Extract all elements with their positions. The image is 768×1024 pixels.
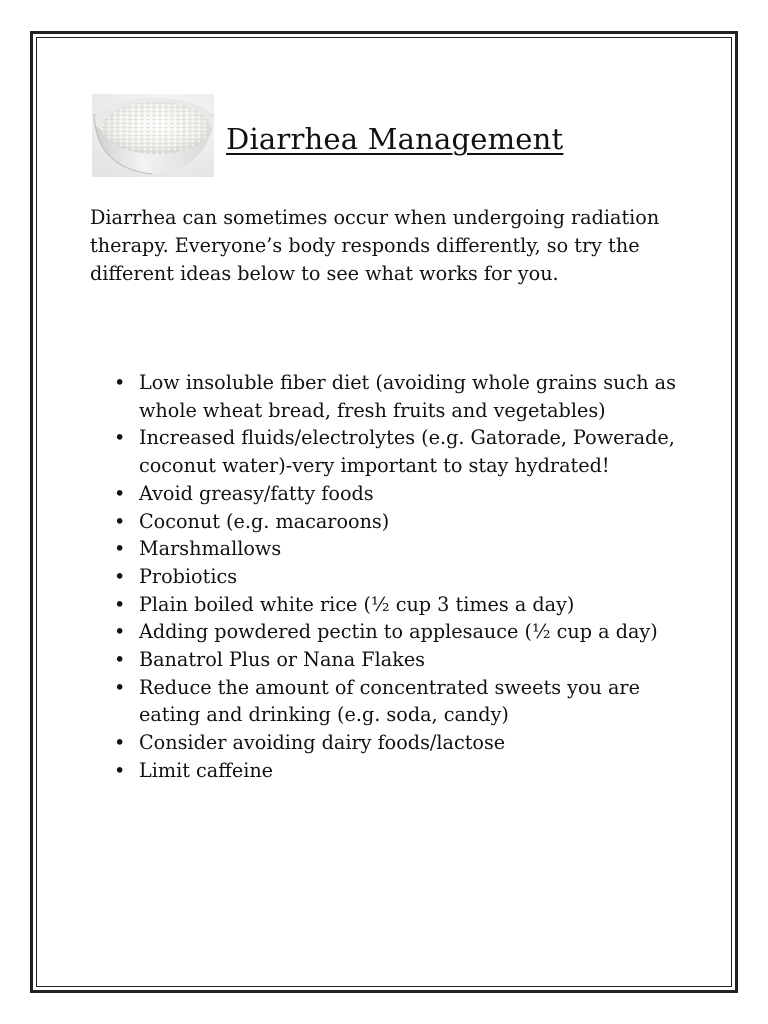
list-item — [110, 480, 690, 508]
bullet-icon: • — [114, 620, 126, 644]
list-item-text: Adding powdered pectin to applesauce (½ cup a day) — [139, 620, 658, 644]
list-item — [110, 618, 690, 646]
list-item — [110, 674, 690, 729]
list-item — [110, 369, 690, 424]
bullet-icon: • — [114, 731, 126, 755]
intro-paragraph: Diarrhea can sometimes occur when undergoing radiation therapy. Everyone’s body responds differently, so try the different ideas below to see what works for you. — [90, 206, 660, 285]
list-item — [110, 535, 690, 563]
list-item-text: Low insoluble fiber diet (avoiding whole grains such as whole wheat bread, fresh fruits and vegetables) — [139, 371, 676, 422]
list-item — [110, 757, 690, 785]
list-item-text: Coconut (e.g. macaroons) — [139, 509, 390, 533]
list-item — [110, 591, 690, 619]
rice-bowl-image — [92, 94, 214, 177]
tips-list — [110, 369, 690, 785]
bullet-icon: • — [114, 758, 126, 782]
list-item-text: Avoid greasy/fatty foods — [139, 481, 374, 505]
bullet-icon: • — [114, 675, 126, 699]
list-item — [110, 646, 690, 674]
bullet-icon: • — [114, 648, 126, 672]
bullet-icon: • — [114, 509, 126, 533]
list-item-text: Probiotics — [139, 564, 238, 588]
list-item-text: Reduce the amount of concentrated sweets you are eating and drinking (e.g. soda, candy) — [139, 675, 640, 727]
bullet-icon: • — [114, 426, 126, 450]
list-item-text: Plain boiled white rice (½ cup 3 times a day) — [139, 592, 575, 616]
bullet-icon: • — [114, 371, 126, 394]
list-item-text: Limit caffeine — [139, 758, 274, 782]
page-title: Diarrhea Management — [226, 122, 564, 156]
list-item-text: Increased fluids/electrolytes (e.g. Gatorade, Powerade, coconut water)-very important to stay hydrated! — [139, 426, 675, 478]
list-item — [110, 729, 690, 757]
list-item-text: Consider avoiding dairy foods/lactose — [139, 731, 506, 755]
bullet-icon: • — [114, 537, 126, 561]
list-item — [110, 563, 690, 591]
list-item — [110, 424, 690, 479]
list-item — [110, 508, 690, 536]
bullet-icon: • — [114, 564, 126, 588]
bullet-icon: • — [114, 592, 126, 616]
bullet-icon: • — [114, 481, 126, 505]
list-item-text: Marshmallows — [139, 537, 282, 561]
list-item-text: Banatrol Plus or Nana Flakes — [139, 648, 426, 672]
